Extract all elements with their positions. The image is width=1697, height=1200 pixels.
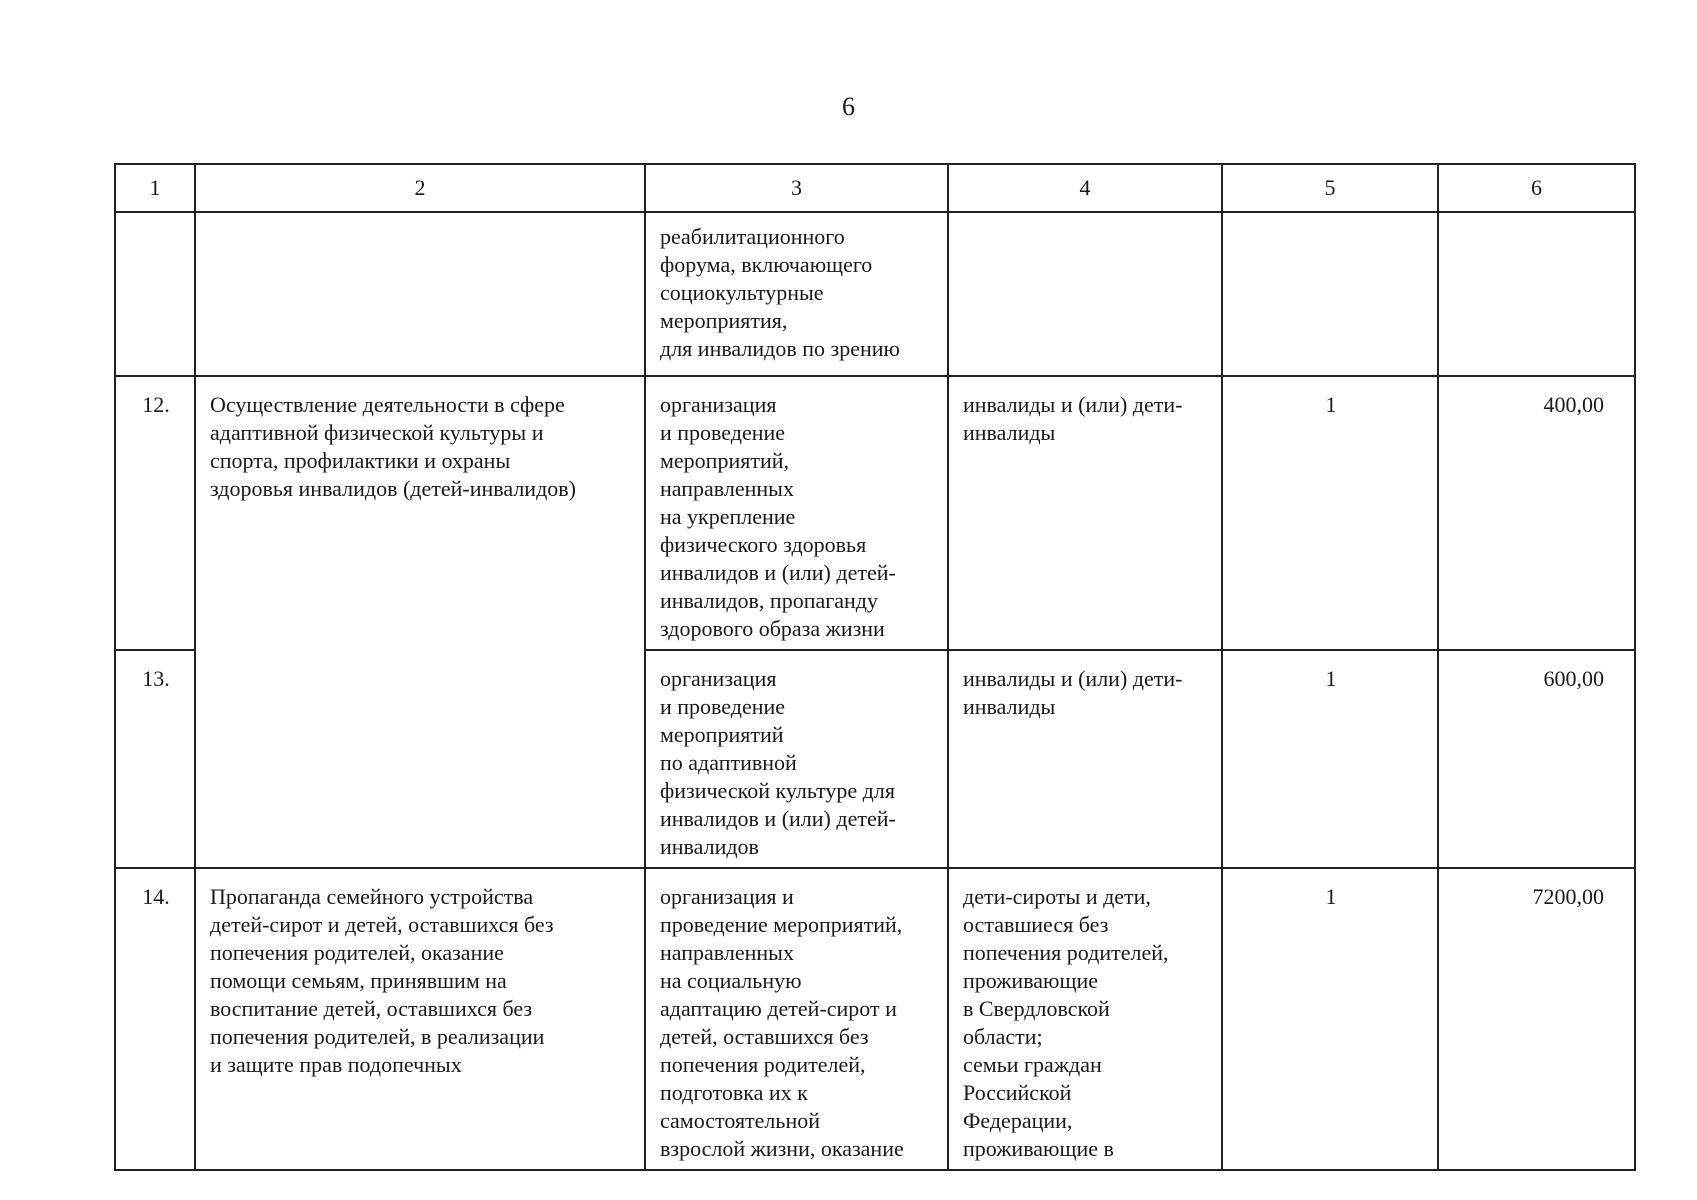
- activity-cell: реабилитационного форума, включающего социокультурные мероприятия, для инвалидов по зрению: [645, 212, 948, 376]
- table-row: [115, 868, 1635, 1170]
- column-header-1: 1: [115, 164, 195, 212]
- row-number-cell: 13.: [115, 650, 195, 868]
- activity-cell: организация и проведение мероприятий, направленных на укрепление физического здоровья инвалидов и (или) детей- инвалидов, пропаганду здорового образа жизни: [645, 376, 948, 650]
- target-group-cell: инвалиды и (или) дети- инвалиды: [948, 650, 1222, 868]
- row-number-cell: 14.: [115, 868, 195, 1170]
- column-header-6: 6: [1438, 164, 1635, 212]
- table-row: [115, 212, 1635, 376]
- count-cell: 1: [1222, 650, 1438, 868]
- direction-cell: [195, 212, 645, 376]
- row-number-cell: [115, 212, 195, 376]
- target-group-cell: инвалиды и (или) дети- инвалиды: [948, 376, 1222, 650]
- direction-cell: Пропаганда семейного устройства детей-сирот и детей, оставшихся без попечения родителей, оказание помощи семьям, принявшим на воспитание детей, оставшихся без попечения родителей, в реализации и защите прав подопечных: [195, 868, 645, 1170]
- table-header-row: [115, 164, 1635, 212]
- row-number-cell: 12.: [115, 376, 195, 650]
- column-header-5: 5: [1222, 164, 1438, 212]
- sum-cell: 600,00: [1438, 650, 1635, 868]
- table-row: [115, 376, 1635, 650]
- column-header-4: 4: [948, 164, 1222, 212]
- activity-cell: организация и проведение мероприятий, направленных на социальную адаптацию детей-сирот и детей, оставшихся без попечения родителей, подготовка их к самостоятельной взрослой жизни, оказание: [645, 868, 948, 1170]
- count-cell: 1: [1222, 376, 1438, 650]
- column-header-3: 3: [645, 164, 948, 212]
- activity-cell: организация и проведение мероприятий по адаптивной физической культуре для инвалидов и (или) детей- инвалидов: [645, 650, 948, 868]
- sum-cell: 400,00: [1438, 376, 1635, 650]
- sum-cell: [1438, 212, 1635, 376]
- count-cell: 1: [1222, 868, 1438, 1170]
- target-group-cell: дети-сироты и дети, оставшиеся без попечения родителей, проживающие в Свердловской области; семьи граждан Российской Федерации, проживающие в: [948, 868, 1222, 1170]
- direction-cell: Осуществление деятельности в сфере адаптивной физической культуры и спорта, профилактики и охраны здоровья инвалидов (детей-инвалидов): [195, 376, 645, 868]
- count-cell: [1222, 212, 1438, 376]
- column-header-2: 2: [195, 164, 645, 212]
- page-number: 6: [842, 92, 855, 121]
- target-group-cell: [948, 212, 1222, 376]
- activities-table: [114, 163, 1636, 1171]
- sum-cell: 7200,00: [1438, 868, 1635, 1170]
